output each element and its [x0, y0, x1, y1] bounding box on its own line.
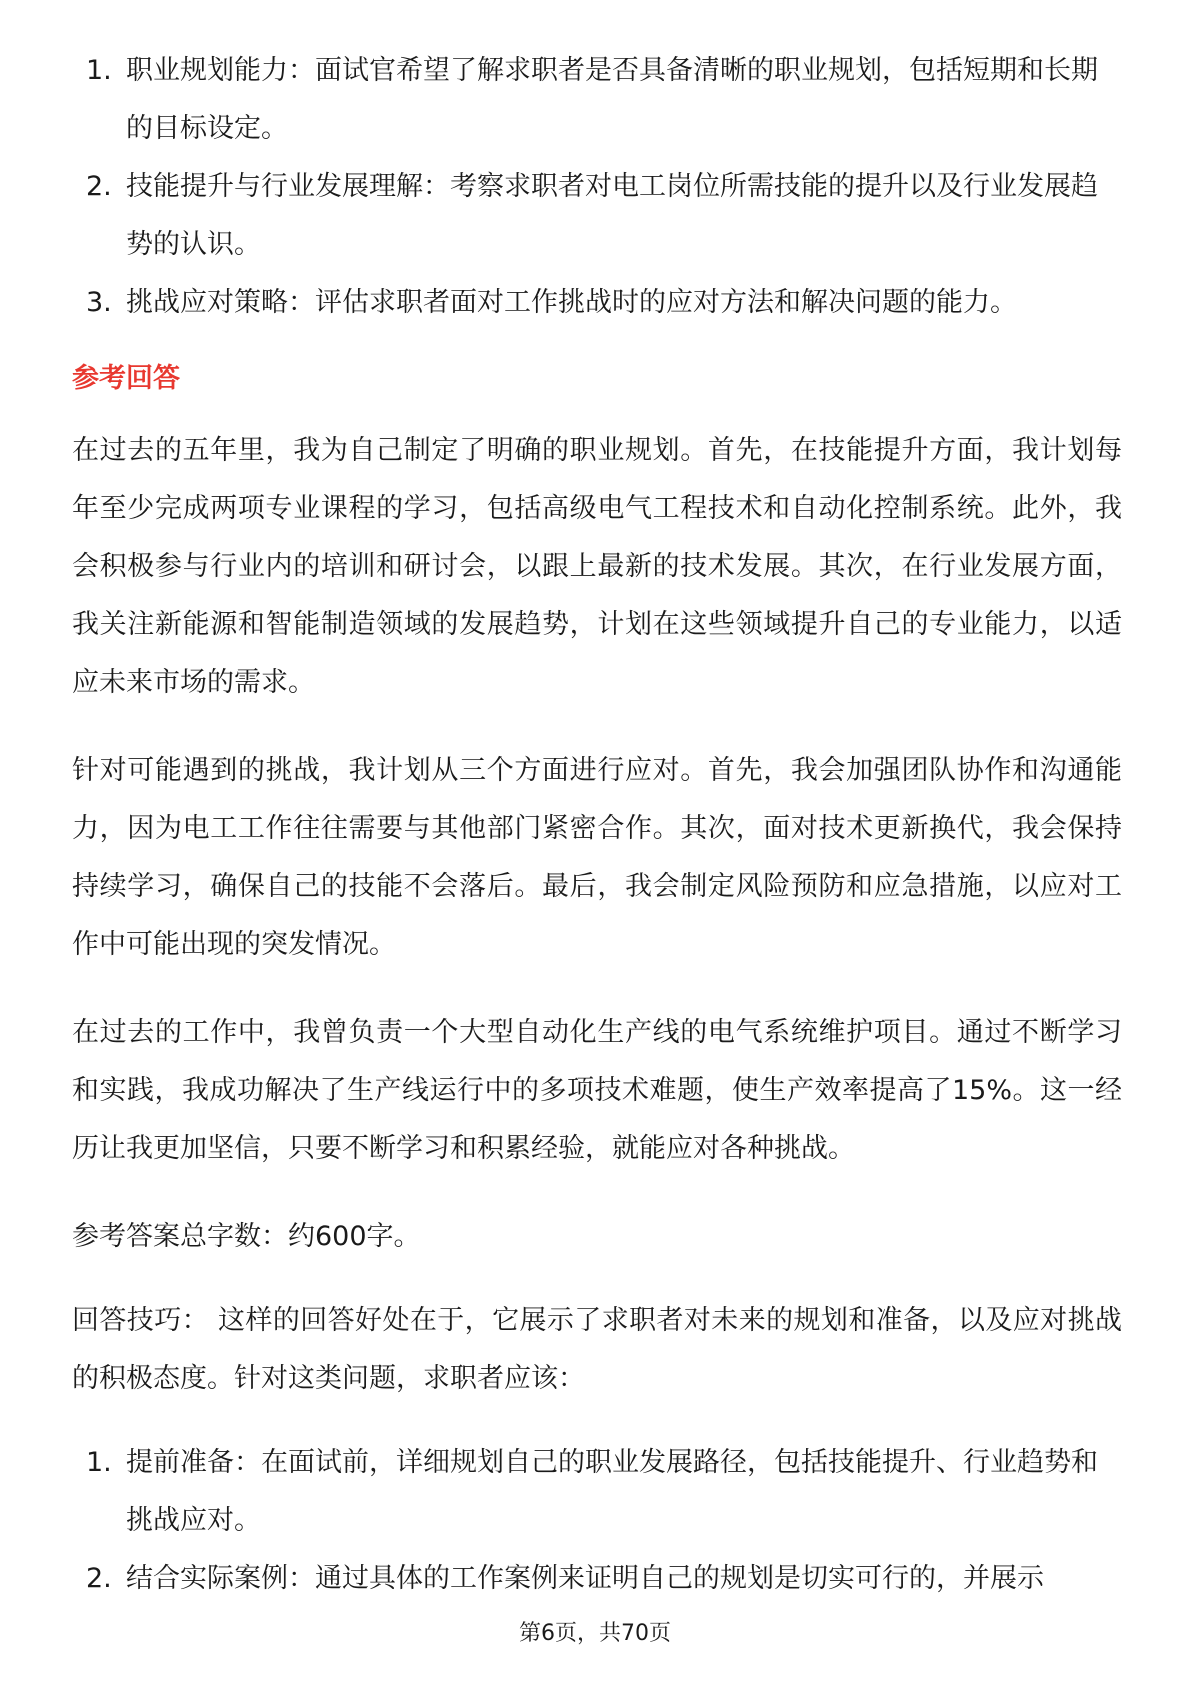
list-item — [72, 1434, 1122, 1550]
answer-paragraph: 在过去的工作中，我曾负责一个大型自动化生产线的电气系统维护项目。通过不断学习和实践，我成功解决了生产线运行中的多项技术难题，使生产效率提高了15%。这一经历让我更加坚信，只要不断学习和积累经验，就能应对各种挑战。 — [72, 1017, 1122, 1164]
page-footer: 第6页，共70页 — [519, 1621, 671, 1646]
list-number: 1. — [86, 55, 112, 86]
list-item-text: 挑战应对策略：评估求职者面对工作挑战时的应对方法和解决问题的能力。 — [126, 287, 1017, 318]
list-number: 2. — [86, 1563, 112, 1594]
list-item-text: 结合实际案例：通过具体的工作案例来证明自己的规划是切实可行的，并展示 — [126, 1563, 1044, 1594]
list-item — [72, 274, 1122, 332]
intro-list — [72, 42, 1122, 332]
list-number: 2. — [86, 171, 112, 202]
list-item — [72, 1550, 1122, 1608]
word-count: 参考答案总字数：约600字。 — [72, 1221, 421, 1252]
answer-paragraph: 针对可能遇到的挑战，我计划从三个方面进行应对。首先，我会加强团队协作和沟通能力，因为电工工作往往需要与其他部门紧密合作。其次，面对技术更新换代，我会保持持续学习，确保自己的技能不会落后。最后，我会制定风险预防和应急措施，以应对工作中可能出现的突发情况。 — [72, 755, 1122, 960]
list-item — [72, 42, 1122, 158]
list-number: 1. — [86, 1447, 112, 1478]
list-item-text: 技能提升与行业发展理解：考察求职者对电工岗位所需技能的提升以及行业发展趋势的认识。 — [126, 171, 1098, 260]
answer-paragraph: 在过去的五年里，我为自己制定了明确的职业规划。首先，在技能提升方面，我计划每年至少完成两项专业课程的学习，包括高级电气工程技术和自动化控制系统。此外，我会积极参与行业内的培训和研讨会，以跟上最新的技术发展。其次，在行业发展方面，我关注新能源和智能制造领域的发展趋势，计划在这些领域提升自己的专业能力，以适应未来市场的需求。 — [72, 435, 1122, 698]
section-heading: 参考回答 — [72, 363, 180, 394]
list-number: 3. — [86, 287, 112, 318]
tips-list — [72, 1434, 1122, 1608]
document-page — [72, 42, 1122, 1608]
list-item-text: 职业规划能力：面试官希望了解求职者是否具备清晰的职业规划，包括短期和长期的目标设定。 — [126, 55, 1098, 144]
list-item — [72, 158, 1122, 274]
tips-intro: 回答技巧： 这样的回答好处在于，它展示了求职者对未来的规划和准备，以及应对挑战的积极态度。针对这类问题，求职者应该： — [72, 1305, 1122, 1394]
list-item-text: 提前准备：在面试前，详细规划自己的职业发展路径，包括技能提升、行业趋势和挑战应对。 — [126, 1447, 1098, 1536]
